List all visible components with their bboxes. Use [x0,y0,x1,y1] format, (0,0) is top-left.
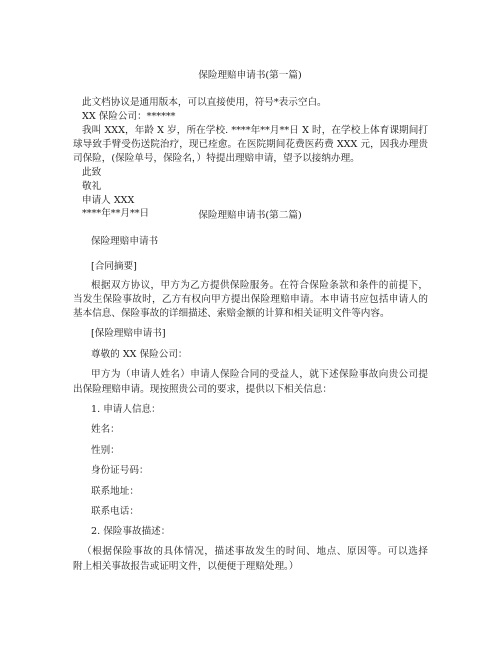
doc-title-2: 保险理赔申请书(第二篇) [198,210,302,221]
company-line: XX 保险公司：****** [82,111,176,122]
summary-label: [合同摘要] [91,261,137,272]
applicant-line: 申请人 XXX [82,195,135,206]
field-id-number: 身份证号码： [91,465,149,476]
salutation: 尊敬的 XX 保险公司： [91,349,188,360]
summary-line-1: 根据双方协议，甲方为乙方提供保险服务。在符合保险条款和条件的前提下， [91,280,428,291]
summary-line-3: 基本信息、保险事故的详细描述、索赔金额的计算和相关证明文件等内容。 [73,308,390,319]
field-phone: 联系电话： [91,506,139,517]
description-line-2: 附上相关事故报告或证明文件，以便便于理赔处理。） [73,561,299,572]
summary-line-2: 当发生保险事故时，乙方有权向甲方提出保险理赔申请。本申请书应包括申请人的 [73,294,428,305]
body-line-2: 球导致手臂受伤送院治疗，现已痊愈。在医院期间花费医药费 XXX 元，因我办理贵 [73,139,428,150]
field-gender: 性别： [91,445,120,456]
section-1-title: 1. 申请人信息： [91,404,161,415]
field-address: 联系地址： [91,486,139,497]
form-label: [保险理赔申请书] [91,328,166,339]
field-name: 姓名： [91,424,120,435]
doc-title-1: 保险理赔申请书(第一篇) [198,70,302,81]
body-line-1: 我叫 XXX，年龄 X 岁，所在学校. ****年**月**日 X 时，在学校上体育课期间打 [82,125,428,136]
body-line-3: 司保险，(保险单号，保险名，）特提出理赔申请，望予以接纳办理。 [73,153,360,164]
party-line-1: 甲方为（申请人姓名）申请人保险合同的受益人，就下述保险事故向贵公司提 [91,369,428,380]
party-line-2: 出保险理赔申请。现按照贵公司的要求，提供以下相关信息： [73,384,333,395]
section-heading: 保险理赔申请书 [91,236,159,247]
description-line-1: （根据保险事故的具体情况，描述事故发生的时间、地点、原因等。可以选择 [82,546,428,557]
date-line: ****年**月**日 [82,208,150,219]
closing-line-2: 敬礼 [82,181,102,192]
closing-line-1: 此致 [82,167,102,178]
intro-text: 此文档协议是通用版本，可以直接使用，符号*表示空白。 [82,97,327,108]
section-2-title: 2. 保险事故描述： [91,526,171,537]
